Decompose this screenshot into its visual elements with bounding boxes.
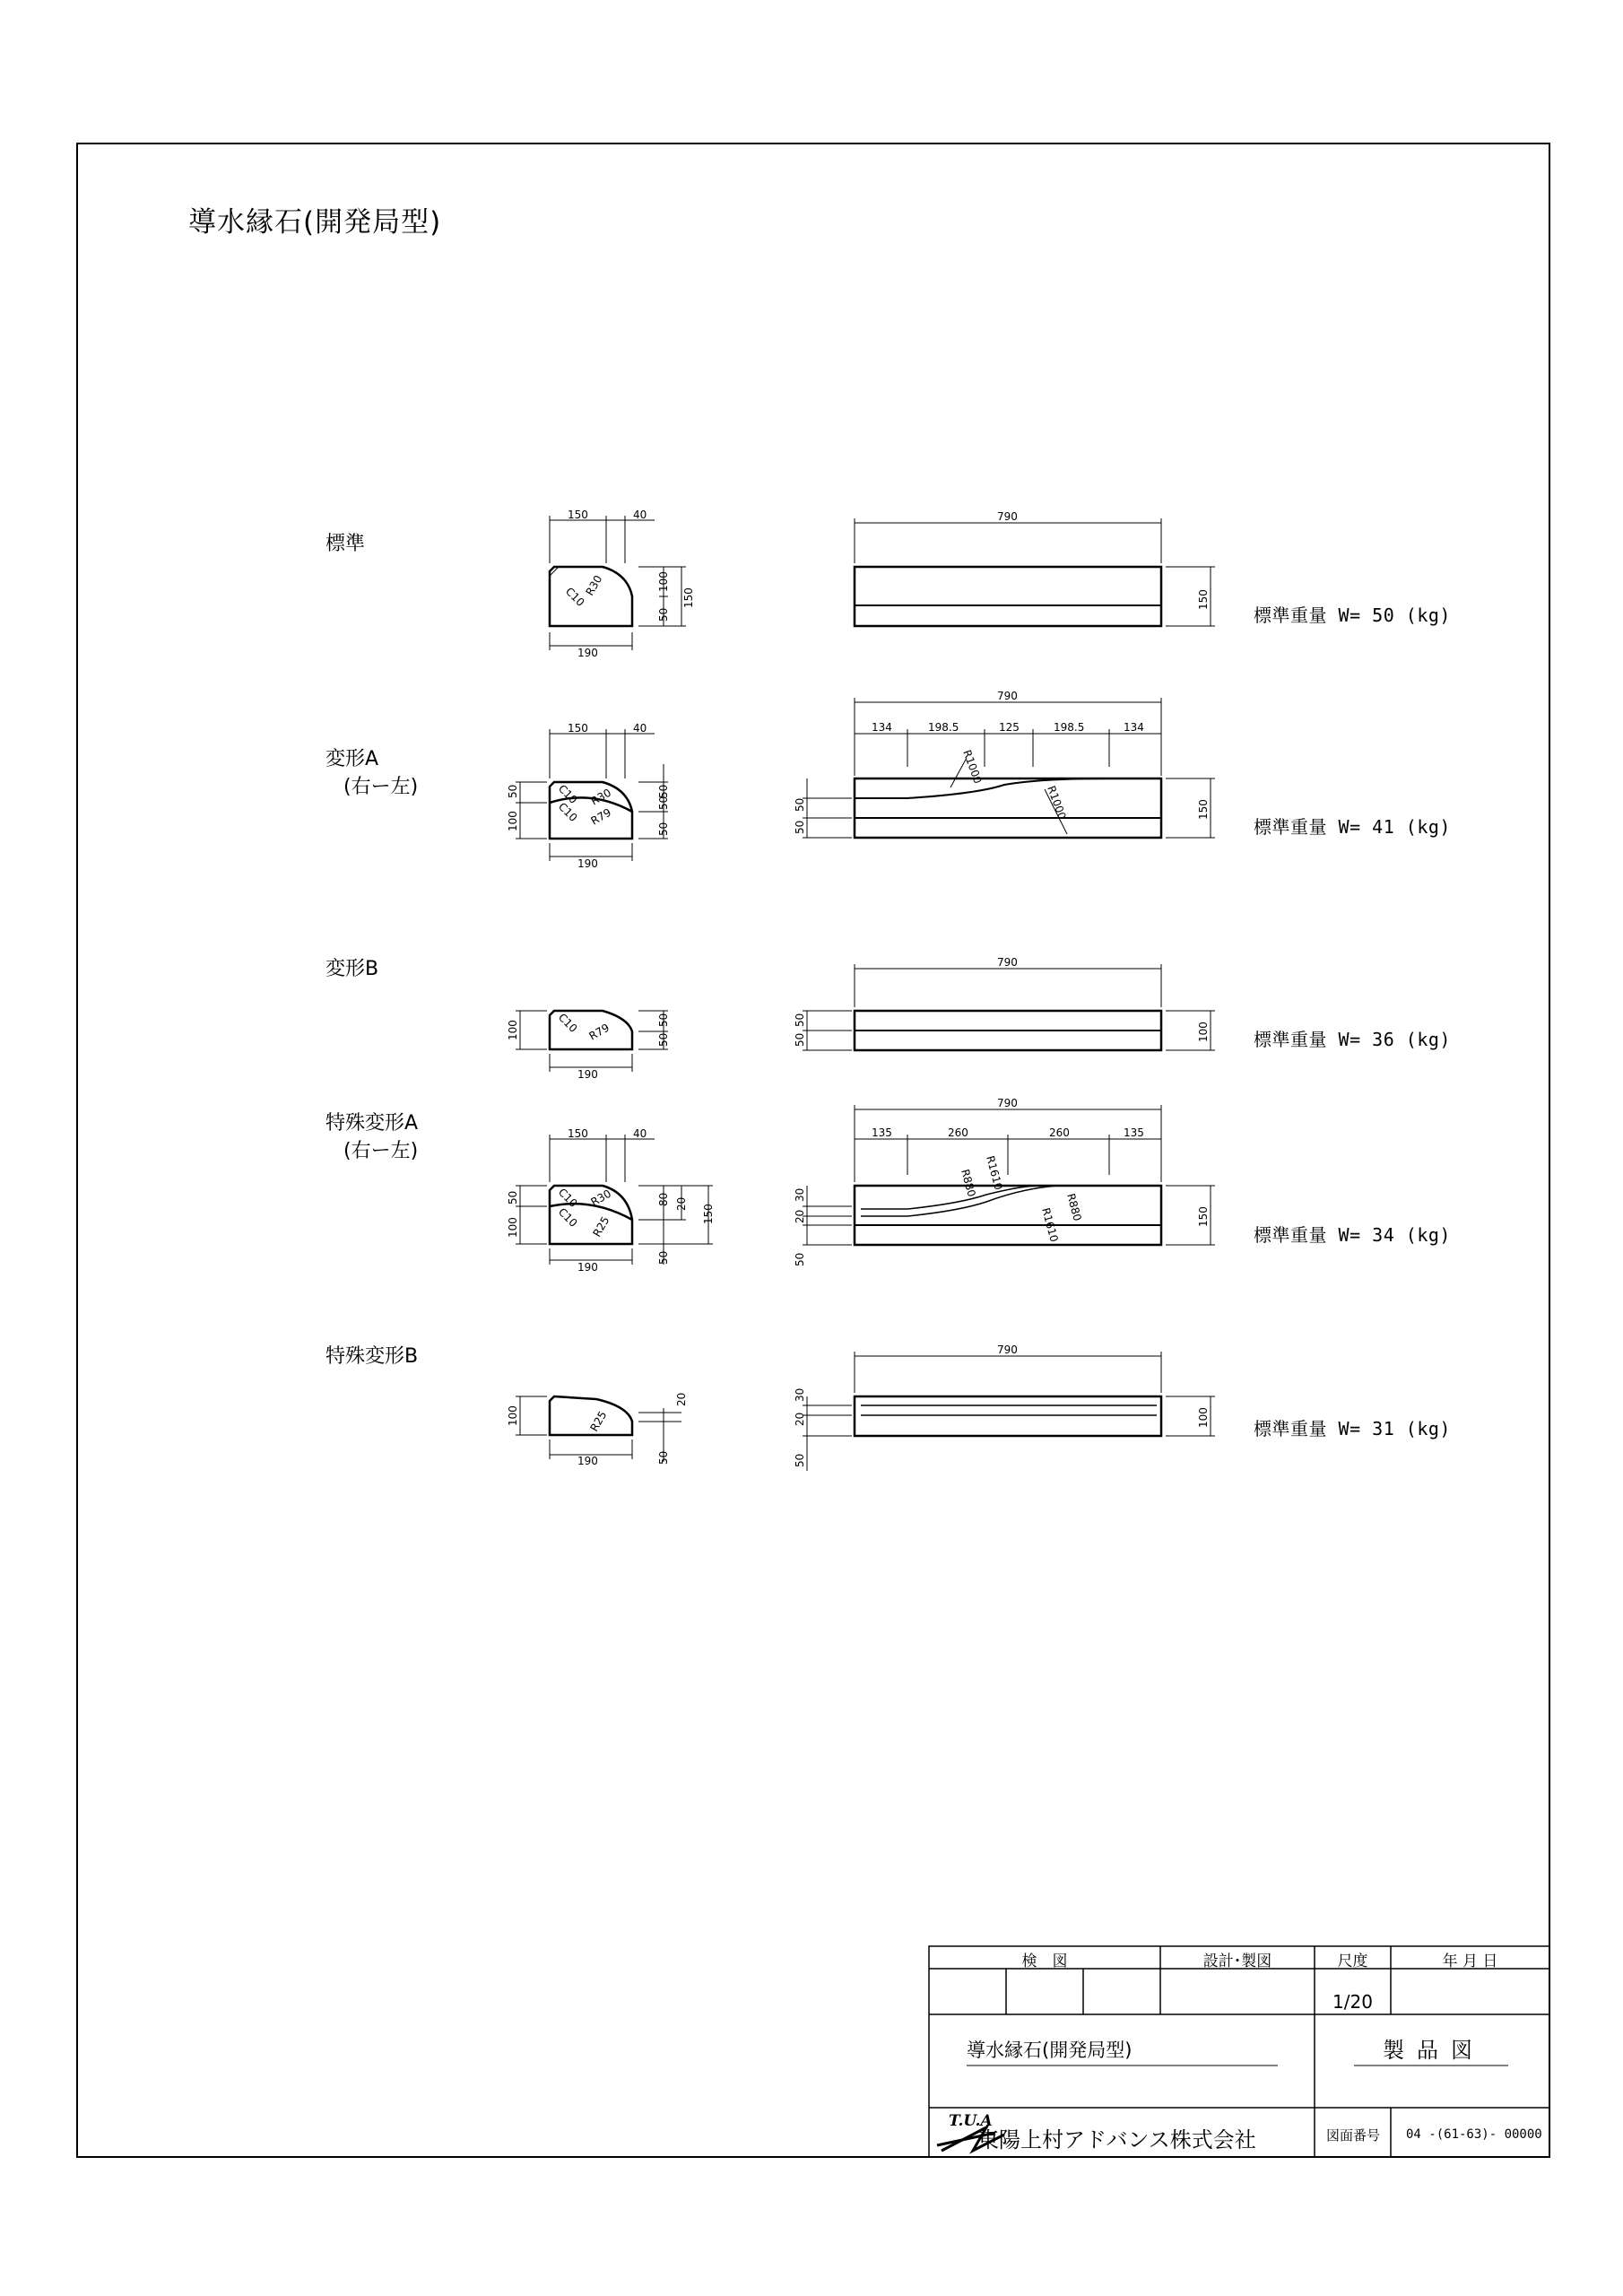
row-label-main: 特殊変形A (325, 1112, 419, 1135)
dim-text: 50 (657, 1032, 670, 1047)
dim-text: 30 (794, 1187, 806, 1202)
tb-drawing-type: 製品図 (1383, 2038, 1485, 2063)
dim-text: 190 (577, 1261, 598, 1274)
dim-text: 50 (657, 784, 670, 798)
dim-text: 260 (1049, 1126, 1070, 1139)
tb-company-name: 東陽上村アドバンス株式会社 (977, 2127, 1256, 2152)
side-standard (855, 518, 1215, 626)
dim-text: 50 (794, 1032, 806, 1047)
dim-text: 790 (997, 1097, 1018, 1109)
dim-text: 40 (633, 509, 647, 521)
dim-text: 50 (794, 1252, 806, 1266)
dim-text: R79 (588, 805, 613, 828)
dim-text: 50 (794, 1453, 806, 1467)
dim-text: 20 (675, 1392, 688, 1406)
dim-text: 150 (682, 587, 695, 608)
dim-text: C10 (555, 800, 580, 824)
tb-check-label: 検 図 (1021, 1952, 1068, 1970)
dim-text: R880 (959, 1168, 978, 1198)
dim-text: 50 (794, 1013, 806, 1027)
tb-design-label: 設計･製図 (1202, 1952, 1272, 1970)
tb-drawno-value: 04 -(61-63)- 00000 (1406, 2127, 1542, 2142)
dim-text: 20 (794, 1412, 806, 1426)
dim-text: 80 (657, 1192, 670, 1206)
dim-text: 20 (675, 1196, 688, 1211)
dim-text: C10 (555, 1011, 580, 1035)
dim-text: R30 (588, 786, 613, 808)
dim-text: 135 (1124, 1126, 1144, 1139)
dim-text: 150 (1197, 589, 1210, 610)
dim-text: 260 (948, 1126, 968, 1139)
dim-text: 50 (507, 784, 519, 798)
dim-text: 150 (1197, 799, 1210, 820)
dim-text: 50 (657, 822, 670, 836)
dim-text: R880 (1064, 1192, 1084, 1222)
weight-standard: 標準重量 W= 50 (kg) (1254, 604, 1451, 626)
dim-text: R25 (590, 1214, 612, 1239)
dim-text: R30 (588, 1187, 613, 1209)
dim-text: 790 (997, 1344, 1018, 1356)
dim-text: 100 (507, 1217, 519, 1238)
dim-text: 190 (577, 1068, 598, 1081)
dim-text: C10 (555, 1186, 580, 1210)
tb-scale-value: 1/20 (1332, 1991, 1373, 2013)
row-label-deformA (325, 745, 418, 801)
row-label-standard: 標準 (325, 533, 366, 555)
dim-text: 790 (997, 956, 1018, 969)
sheet-border (77, 144, 1549, 2157)
dim-text: 190 (577, 857, 598, 870)
dim-text: 30 (794, 1387, 806, 1402)
side-specialB (803, 1352, 1215, 1471)
dim-text: 150 (568, 722, 588, 735)
row-label-sub: (右ー左) (343, 776, 419, 798)
dim-text: 50 (657, 1013, 670, 1027)
weight-deformA: 標準重量 W= 41 (kg) (1254, 816, 1451, 838)
dim-text: R1000 (960, 748, 985, 786)
dim-text: 135 (872, 1126, 892, 1139)
drawing-title: 導水縁石(開発局型) (188, 206, 442, 239)
dim-text: 150 (702, 1204, 715, 1224)
weight-specialB: 標準重量 W= 31 (kg) (1254, 1418, 1451, 1439)
tb-date-label: 年 月 日 (1442, 1952, 1498, 1970)
dim-text: 790 (997, 690, 1018, 702)
dim-text: 190 (577, 1455, 598, 1467)
dim-text: 100 (507, 1020, 519, 1040)
dim-text: R79 (586, 1021, 612, 1043)
dim-text: 100 (507, 1405, 519, 1426)
dim-text: 20 (794, 1209, 806, 1223)
dim-text: 125 (999, 721, 1020, 734)
dim-text: 50 (657, 607, 670, 622)
dim-text: 50 (794, 820, 806, 834)
dim-text: R30 (583, 573, 605, 598)
dim-text: 40 (633, 1127, 647, 1140)
dim-text: 134 (872, 721, 892, 734)
dim-text: R25 (587, 1409, 610, 1434)
dim-text: 198.5 (1054, 721, 1085, 734)
dim-text: 100 (1197, 1022, 1210, 1042)
dim-text: 50 (657, 796, 670, 810)
dim-text: 150 (1197, 1206, 1210, 1227)
dim-text: R1610 (984, 1154, 1005, 1192)
row-label-specialA (325, 1109, 418, 1165)
dim-text: 134 (1124, 721, 1144, 734)
dim-text: R1610 (1039, 1206, 1061, 1244)
side-specialA (803, 1105, 1215, 1245)
tb-drawno-label: 図面番号 (1325, 2127, 1380, 2144)
dim-text: C10 (562, 585, 587, 609)
dim-text: 50 (794, 797, 806, 812)
row-label-deformB: 変形B (325, 958, 379, 980)
dim-text: 100 (657, 571, 670, 592)
tb-scale-label: 尺度 (1337, 1952, 1368, 1970)
dim-text: 100 (507, 811, 519, 831)
dim-text: 198.5 (928, 721, 959, 734)
weight-specialA: 標準重量 W= 34 (kg) (1254, 1224, 1451, 1246)
dim-text: 790 (997, 510, 1018, 523)
row-label-main: 変形A (325, 748, 379, 770)
dim-text: R1000 (1045, 784, 1069, 822)
weight-deformB: 標準重量 W= 36 (kg) (1254, 1029, 1451, 1050)
row-label-specialB: 特殊変形B (325, 1345, 419, 1368)
side-deformB (803, 964, 1215, 1050)
tb-drawing-name: 導水縁石(開発局型) (967, 2039, 1133, 2061)
side-deformA (803, 698, 1215, 838)
dim-text: 190 (577, 647, 598, 659)
dim-text: 150 (568, 1127, 588, 1140)
dim-text: C10 (555, 1205, 580, 1230)
company-logo-text: T.U.A (949, 2112, 993, 2130)
dim-text: 100 (1197, 1407, 1210, 1428)
dim-text: 40 (633, 722, 647, 735)
dim-text: C10 (555, 782, 580, 806)
row-label-sub: (右ー左) (343, 1140, 419, 1162)
dim-text: 50 (657, 1250, 670, 1265)
dim-text: 50 (507, 1190, 519, 1205)
dim-text: 50 (657, 1450, 670, 1465)
dim-text: 150 (568, 509, 588, 521)
